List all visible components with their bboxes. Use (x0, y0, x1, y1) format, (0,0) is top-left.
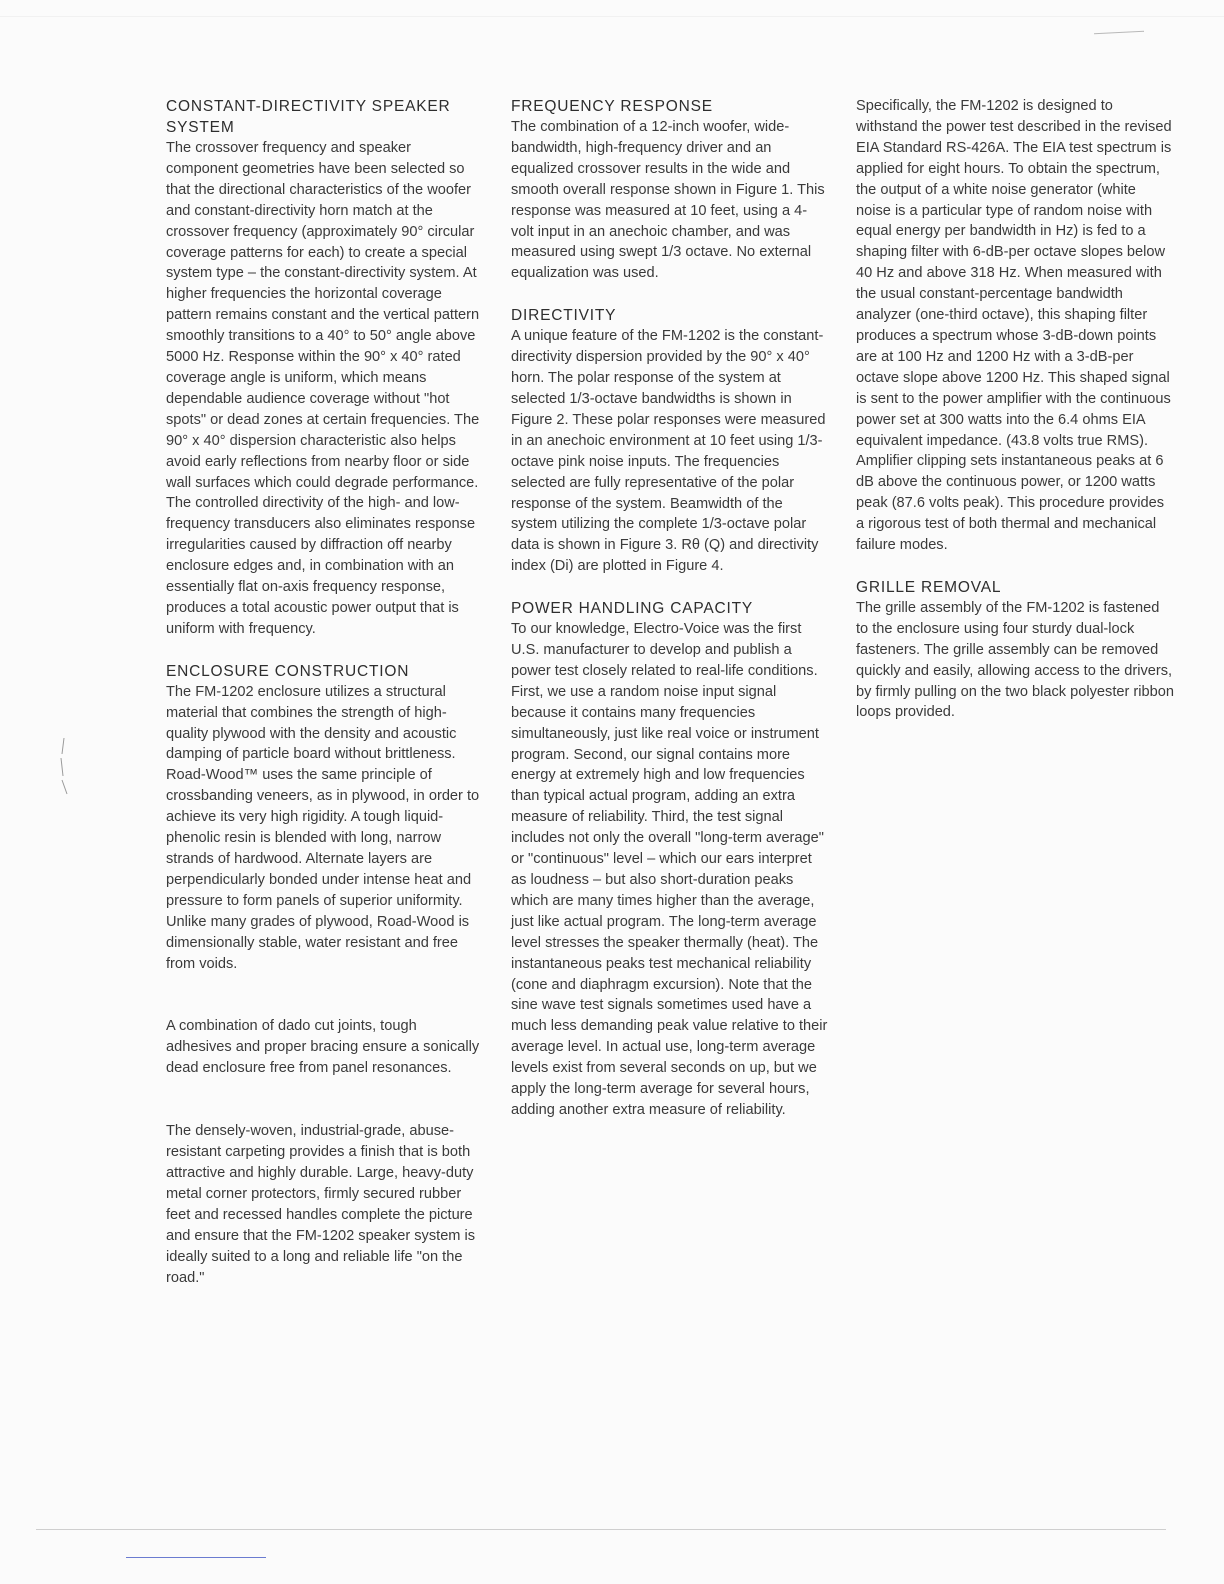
column-left (166, 96, 484, 1288)
paragraph-enclosure-2: A combination of dado cut joints, tough adhesives and proper bracing ensure a sonically dead enclosure free from panel resonances. (166, 1018, 480, 1077)
paragraph-grille-removal: The grille assembly of the FM-1202 is fastened to the enclosure using four sturdy dual-lock fasteners. The grille assembly can be removed quickly and easily, allowing access to the drivers, by firmly pulling on the two black polyester ribbon loops provided. (856, 599, 1174, 721)
blue-edge-line (126, 1557, 266, 1558)
paragraph-power-handling: To our knowledge, Electro-Voice was the first U.S. manufacturer to develop and publish a power test closely related to real-life conditions. First, we use a random noise input signal because it contains many frequencies simultaneously, just like real voice or instrument program. Second, our signal contains more energy at extremely high and low frequencies than typical actual program, adding an extra measure of reliability. Third, the test signal includes not only the overall "long-term average" or "continuous" level – which our ears interpret as loudness – but also short-duration peaks which are many times higher than the average, just like actual program. The long-term average level stresses the speaker thermally (heat). The instantaneous peaks test mechanical reliability (cone and diaphragm excursion). Note that the sine wave test signals sometimes used have a much less demanding peak value relative to their average level. In actual use, long-term average levels exist from several seconds on up, but we apply the long-term average for several hours, adding another extra measure of reliability. (511, 621, 828, 1118)
paragraph-enclosure-1: The FM-1202 enclosure utilizes a structural material that combines the strength of high-quality plywood with the density and acoustic damping of particle board without brittleness. Road-Wood™ uses the same principle of crossbanding veneers, as in plywood, in order to achieve its very high rigidity. A tough liquid-phenolic resin is blended with long, narrow strands of hardwood. Alternate layers are perpendicularly bonded under intense heat and pressure to form panels of superior uniformity. Unlike many grades of plywood, Road-Wood is dimensionally stable, water resistant and free from voids. (166, 683, 480, 972)
scan-edge-top (0, 16, 1224, 17)
paragraph-directivity: A unique feature of the FM-1202 is the constant-directivity dispersion provided by the 90° x 40° horn. The polar response of the system at selected 1/3-octave bandwidths is shown in Figure 2. These polar responses were measured in an anechoic environment at 10 feet using 1/3-octave pink noise inputs. The frequencies selected are fully representative of the polar response of the system. Beamwidth of the system utilizing the complete 1/3-octave polar data is shown in Figure 3. Rθ (Q) and directivity index (Di) are plotted in Figure 4. (511, 328, 826, 575)
heading-directivity: DIRECTIVITY (511, 307, 617, 325)
heading-grille-removal: GRILLE REMOVAL (856, 578, 1002, 596)
paragraph-power-test: Specifically, the FM-1202 is designed to withstand the power test described in the revised EIA Standard RS-426A. The EIA test spectrum is applied for eight hours. To obtain the spectrum, the output of a white noise generator (white noise is a particular type of random noise with equal energy per bandwidth in Hz) is fed to a shaping filter with 6-dB-per octave slopes below 40 Hz and above 318 Hz. When measured with the usual constant-percentage bandwidth analyzer (one-third octave), this shaping filter produces a spectrum whose 3-dB-down points are at 100 Hz and 1200 Hz with a 3-dB-per octave slope above 1200 Hz. This shaped signal is sent to the power amplifier with the continuous power set at 300 watts into the 6.4 ohms EIA equivalent impedance. (43.8 volts true RMS). Amplifier clipping sets instantaneous peaks at 6 dB above the continuous power, or 1200 watts peak (87.6 volts peak). This procedure provides a rigorous test of both thermal and mechanical failure modes. (856, 98, 1172, 554)
paragraph-frequency-response: The combination of a 12-inch woofer, wide-bandwidth, high-frequency driver and an equalized crossover results in the wide and smooth overall response shown in Figure 1. This response was measured at 10 feet, using a 4-volt input in an anechoic chamber, and was measured using swept 1/3 octave. No external equalization was used. (511, 119, 825, 282)
heading-enclosure-construction: ENCLOSURE CONSTRUCTION (166, 662, 410, 680)
heading-constant-directivity: CONSTANT-DIRECTIVITY SPEAKER SYSTEM (166, 98, 451, 136)
margin-pencil-mark (58, 736, 68, 796)
paragraph-constant-directivity: The crossover frequency and speaker component geometries have been selected so that the directional characteristics of the woofer and constant-directivity horn match at the crossover frequency (approximately 90° circular coverage patterns for each) to create a special system type – the constant-directivity system. At higher frequencies the horizontal coverage pattern remains constant and the vertical pattern smoothly transitions to a 40° to 50° angle above 5000 Hz. Response within the 90° x 40° rated coverage angle is uniform, which means dependable audience coverage without "hot spots" or dead zones at certain frequencies. The 90° x 40° dispersion characteristic also helps avoid early reflections from nearby floor or side wall surfaces which could degrade performance. The controlled directivity of the high- and low-frequency transducers also eliminates response irregularities caused by diffraction off nearby enclosure edges and, in combination with an essentially flat on-axis frequency response, produces a total acoustic power output that is uniform with frequency. (166, 140, 480, 637)
column-middle (511, 96, 829, 1121)
heading-power-handling: POWER HANDLING CAPACITY (511, 600, 754, 618)
paragraph-enclosure-3: The densely-woven, industrial-grade, abuse-resistant carpeting provides a finish that is both attractive and highly durable. Large, heavy-duty metal corner protectors, firmly secured rubber feet and recessed handles complete the picture and ensure that the FM-1202 speaker system is ideally suited to a long and reliable life "on the road." (166, 1123, 476, 1286)
column-right (856, 96, 1174, 723)
page-bottom-rule (36, 1529, 1166, 1530)
heading-frequency-response: FREQUENCY RESPONSE (511, 98, 713, 115)
scan-mark (1094, 31, 1144, 35)
